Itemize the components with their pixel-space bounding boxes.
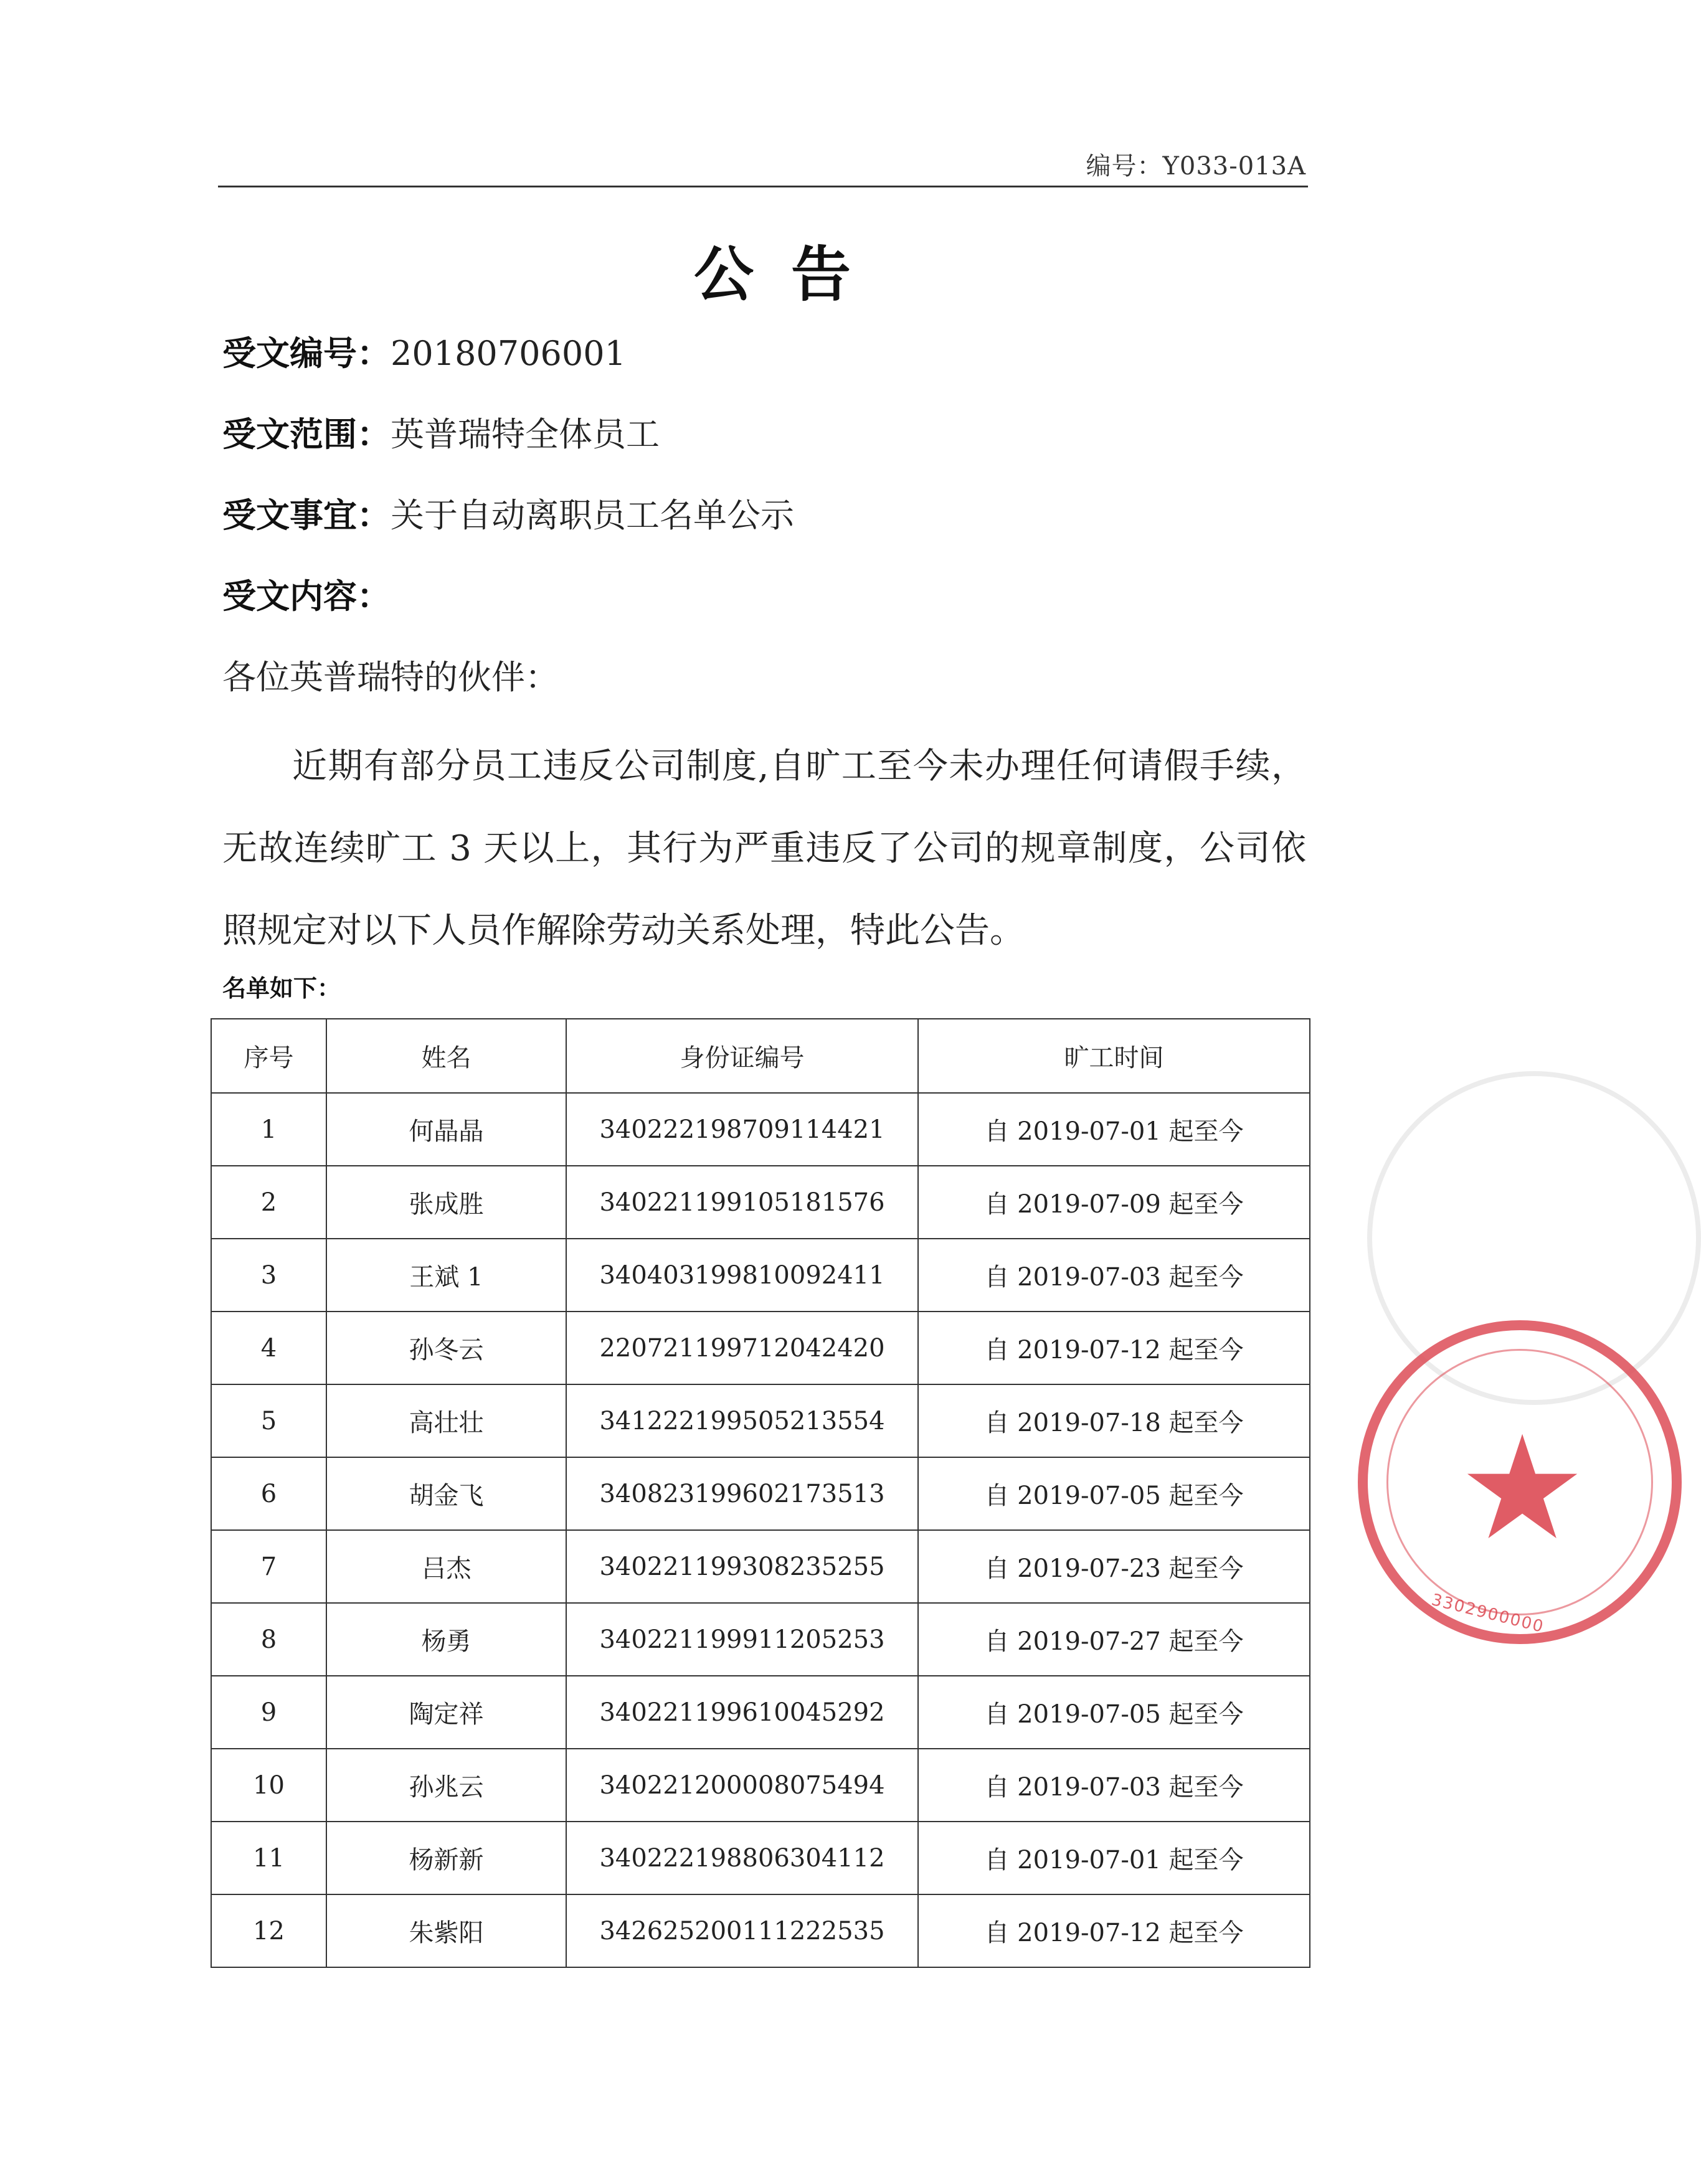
star-icon: ★ <box>1458 1406 1587 1572</box>
cell-name: 高壮壮 <box>326 1384 566 1457</box>
cell-name: 孙冬云 <box>326 1312 566 1384</box>
document-number: 编号：Y033-013A <box>1086 152 1306 181</box>
header-cell-absence-period: 旷工时间 <box>918 1019 1310 1093</box>
cell-name: 陶定祥 <box>326 1676 566 1749</box>
cell-index: 11 <box>211 1822 326 1894</box>
cell-id-number: 220721199712042420 <box>566 1312 918 1384</box>
cell-id-number: 340221199610045292 <box>566 1676 918 1749</box>
header-cell-id-number: 身份证编号 <box>566 1019 918 1093</box>
cell-index: 8 <box>211 1603 326 1676</box>
cell-name: 朱紫阳 <box>326 1894 566 1967</box>
cell-name: 吕杰 <box>326 1530 566 1603</box>
field-label: 受文事宜： <box>222 496 391 535</box>
cell-name: 张成胜 <box>326 1166 566 1239</box>
cell-name: 杨新新 <box>326 1822 566 1894</box>
list-label: 名单如下： <box>222 975 341 1002</box>
cell-id-number: 340221199105181576 <box>566 1166 918 1239</box>
cell-index: 5 <box>211 1384 326 1457</box>
cell-id-number: 342625200111222535 <box>566 1894 918 1967</box>
cell-absence-period: 自 2019-07-01 起至今 <box>918 1822 1310 1894</box>
field-value: 英普瑞特全体员工 <box>391 415 660 454</box>
cell-absence-period: 自 2019-07-12 起至今 <box>918 1312 1310 1384</box>
table-row <box>211 1093 1310 1166</box>
field-label: 受文编号： <box>222 334 391 373</box>
table-row <box>211 1894 1310 1967</box>
cell-absence-period: 自 2019-07-03 起至今 <box>918 1239 1310 1312</box>
cell-absence-period: 自 2019-07-23 起至今 <box>918 1530 1310 1603</box>
header-cell-index: 序号 <box>211 1019 326 1093</box>
cell-index: 4 <box>211 1312 326 1384</box>
field-reference-number <box>222 327 626 375</box>
cell-absence-period: 自 2019-07-12 起至今 <box>918 1894 1310 1967</box>
cell-absence-period: 自 2019-07-05 起至今 <box>918 1676 1310 1749</box>
cell-id-number: 340222198806304112 <box>566 1822 918 1894</box>
field-value: 20180706001 <box>391 334 626 373</box>
table-row <box>211 1749 1310 1822</box>
cell-index: 2 <box>211 1166 326 1239</box>
cell-id-number: 340403199810092411 <box>566 1239 918 1312</box>
table-row <box>211 1312 1310 1384</box>
table-row <box>211 1384 1310 1457</box>
cell-absence-period: 自 2019-07-01 起至今 <box>918 1093 1310 1166</box>
notice-body: 近期有部分员工违反公司制度,自旷工至今未办理任何请假手续，无故连续旷工 3 天以上，其行为严重违反了公司的规章制度，公司依照规定对以下人员作解除劳动关系处理，特此公告。 <box>222 746 1306 951</box>
field-scope <box>222 408 660 456</box>
table-row <box>211 1603 1310 1676</box>
cell-id-number: 340221200008075494 <box>566 1749 918 1822</box>
table-row <box>211 1166 1310 1239</box>
cell-id-number: 340222198709114421 <box>566 1093 918 1166</box>
cell-id-number: 340221199911205253 <box>566 1603 918 1676</box>
cell-absence-period: 自 2019-07-09 起至今 <box>918 1166 1310 1239</box>
cell-index: 1 <box>211 1093 326 1166</box>
cell-index: 3 <box>211 1239 326 1312</box>
cell-index: 10 <box>211 1749 326 1822</box>
company-seal <box>1358 1320 1682 1644</box>
cell-index: 12 <box>211 1894 326 1967</box>
table-row <box>211 1530 1310 1603</box>
cell-id-number: 341222199505213554 <box>566 1384 918 1457</box>
cell-absence-period: 自 2019-07-18 起至今 <box>918 1384 1310 1457</box>
table-row <box>211 1822 1310 1894</box>
field-label: 受文范围： <box>222 415 391 454</box>
field-content <box>222 570 391 618</box>
table-row <box>211 1239 1310 1312</box>
seal-code: 3302900000 <box>1429 1591 1547 1637</box>
cell-index: 7 <box>211 1530 326 1603</box>
cell-id-number: 340823199602173513 <box>566 1457 918 1530</box>
cell-absence-period: 自 2019-07-27 起至今 <box>918 1603 1310 1676</box>
header-cell-name: 姓名 <box>326 1019 566 1093</box>
field-subject <box>222 489 794 537</box>
table-header-row <box>211 1019 1310 1093</box>
cell-id-number: 340221199308235255 <box>566 1530 918 1603</box>
greeting: 各位英普瑞特的伙伴： <box>222 658 559 697</box>
cell-index: 6 <box>211 1457 326 1530</box>
cell-name: 何晶晶 <box>326 1093 566 1166</box>
cell-name: 王斌 1 <box>326 1239 566 1312</box>
page-title: 公告 <box>694 240 888 310</box>
cell-name: 孙兆云 <box>326 1749 566 1822</box>
table-row <box>211 1457 1310 1530</box>
header-rule <box>218 186 1308 187</box>
cell-name: 胡金飞 <box>326 1457 566 1530</box>
cell-index: 9 <box>211 1676 326 1749</box>
field-value: 关于自动离职员工名单公示 <box>391 496 794 535</box>
cell-absence-period: 自 2019-07-03 起至今 <box>918 1749 1310 1822</box>
table-row <box>211 1676 1310 1749</box>
employee-table <box>211 1018 1310 1968</box>
field-label: 受文内容： <box>222 577 391 616</box>
cell-absence-period: 自 2019-07-05 起至今 <box>918 1457 1310 1530</box>
cell-name: 杨勇 <box>326 1603 566 1676</box>
